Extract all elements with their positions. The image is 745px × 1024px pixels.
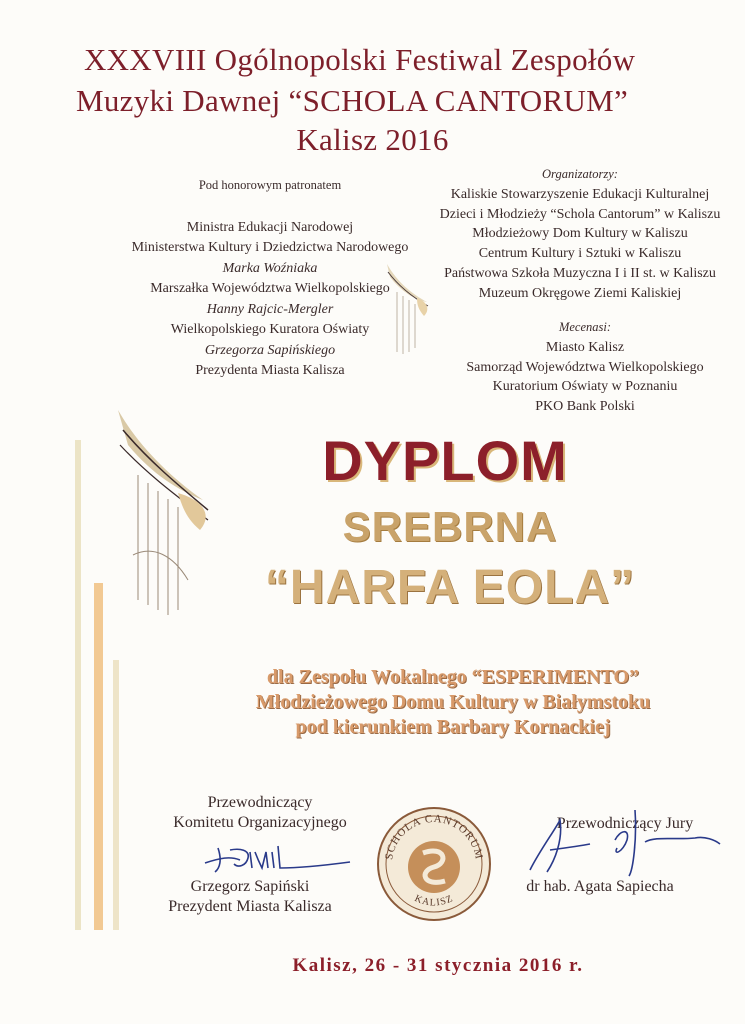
patrons-heading: Mecenasi: xyxy=(558,320,612,334)
patronage-line: Prezydenta Miasta Kalisza xyxy=(195,363,345,378)
organizer-line: Dzieci i Młodzieży “Schola Cantorum” w Kaliszu xyxy=(439,206,721,222)
organizer-line: Państwowa Szkoła Muzyczna I i II st. w Kaliszu xyxy=(444,265,716,281)
patron-line: PKO Bank Polski xyxy=(535,399,635,415)
decorative-bar-2 xyxy=(94,583,103,930)
organizers-block xyxy=(390,165,745,304)
diploma-title: DYPLOM xyxy=(322,429,568,492)
left-signature-title-line: Przewodniczący xyxy=(207,794,313,811)
right-signature-title: Przewodniczący Jury xyxy=(556,815,694,832)
patronage-line: Grzegorza Sapińskiego xyxy=(204,342,336,358)
place-and-date: Kalisz, 26 - 31 stycznia 2016 r. xyxy=(292,955,584,976)
patronage-line: Ministerstwa Kultury i Dziedzictwa Narodowego xyxy=(131,240,409,255)
patron-line: Samorząd Województwa Wielkopolskiego xyxy=(466,359,704,375)
organizer-line: Kaliskie Stowarzyszenie Edukacji Kulturalnej xyxy=(450,186,710,202)
patrons-block xyxy=(410,318,745,417)
recipient-line: dla Zespołu Wokalnego “ESPERIMENTO” xyxy=(266,666,640,688)
award-name-line1: SREBRNA xyxy=(342,503,558,550)
recipient-line: Młodzieżowego Domu Kultury w Białymstoku xyxy=(255,691,651,713)
patronage-line: Marka Woźniaka xyxy=(222,260,318,276)
recipient-line: pod kierunkiem Barbary Kornackiej xyxy=(295,716,611,738)
left-signatory-name: Grzegorz Sapiński xyxy=(190,878,310,895)
right-signatory-name: dr hab. Agata Sapiecha xyxy=(526,878,674,895)
patronage-line: Wielkopolskiego Kuratora Oświaty xyxy=(170,322,370,337)
festival-title-line3: Kalisz 2016 xyxy=(296,122,449,157)
seal-text-bottom: KALISZ xyxy=(412,893,456,909)
organizer-line: Muzeum Okręgowe Ziemi Kaliskiej xyxy=(478,285,682,301)
festival-seal xyxy=(375,805,493,923)
patronage-heading: Pod honorowym patronatem xyxy=(198,178,342,192)
festival-title-line2: Muzyki Dawnej “SCHOLA CANTORUM” xyxy=(76,83,629,118)
patronage-line: Marszałka Województwa Wielkopolskiego xyxy=(150,281,390,296)
award-name-line2: “HARFA EOLA” xyxy=(264,561,636,614)
patronage-line: Hanny Rajcic-Mergler xyxy=(206,301,334,317)
patron-line: Miasto Kalisz xyxy=(545,339,625,355)
organizer-line: Młodzieżowy Dom Kultury w Kaliszu xyxy=(472,226,688,242)
left-signatory xyxy=(140,877,360,917)
organizers-heading: Organizatorzy: xyxy=(542,167,618,181)
patronage-line: Ministra Edukacji Narodowej xyxy=(186,219,354,235)
patron-line: Kuratorium Oświaty w Poznaniu xyxy=(492,379,678,395)
seal-text-top: SCHOLA CANTORUM xyxy=(383,812,485,861)
left-handwritten-signature xyxy=(200,838,360,878)
left-signature-title-line: Komitetu Organizacyjnego xyxy=(173,814,347,831)
left-signature-title xyxy=(145,793,375,833)
festival-title-line1: XXXVIII Ogólnopolski Festiwal Zespołów xyxy=(84,42,636,77)
right-handwritten-signature xyxy=(525,800,725,880)
organizer-line: Centrum Kultury i Sztuki w Kaliszu xyxy=(478,246,682,262)
left-signatory-role: Prezydent Miasta Kalisza xyxy=(168,898,332,915)
recipient-block xyxy=(0,665,745,740)
